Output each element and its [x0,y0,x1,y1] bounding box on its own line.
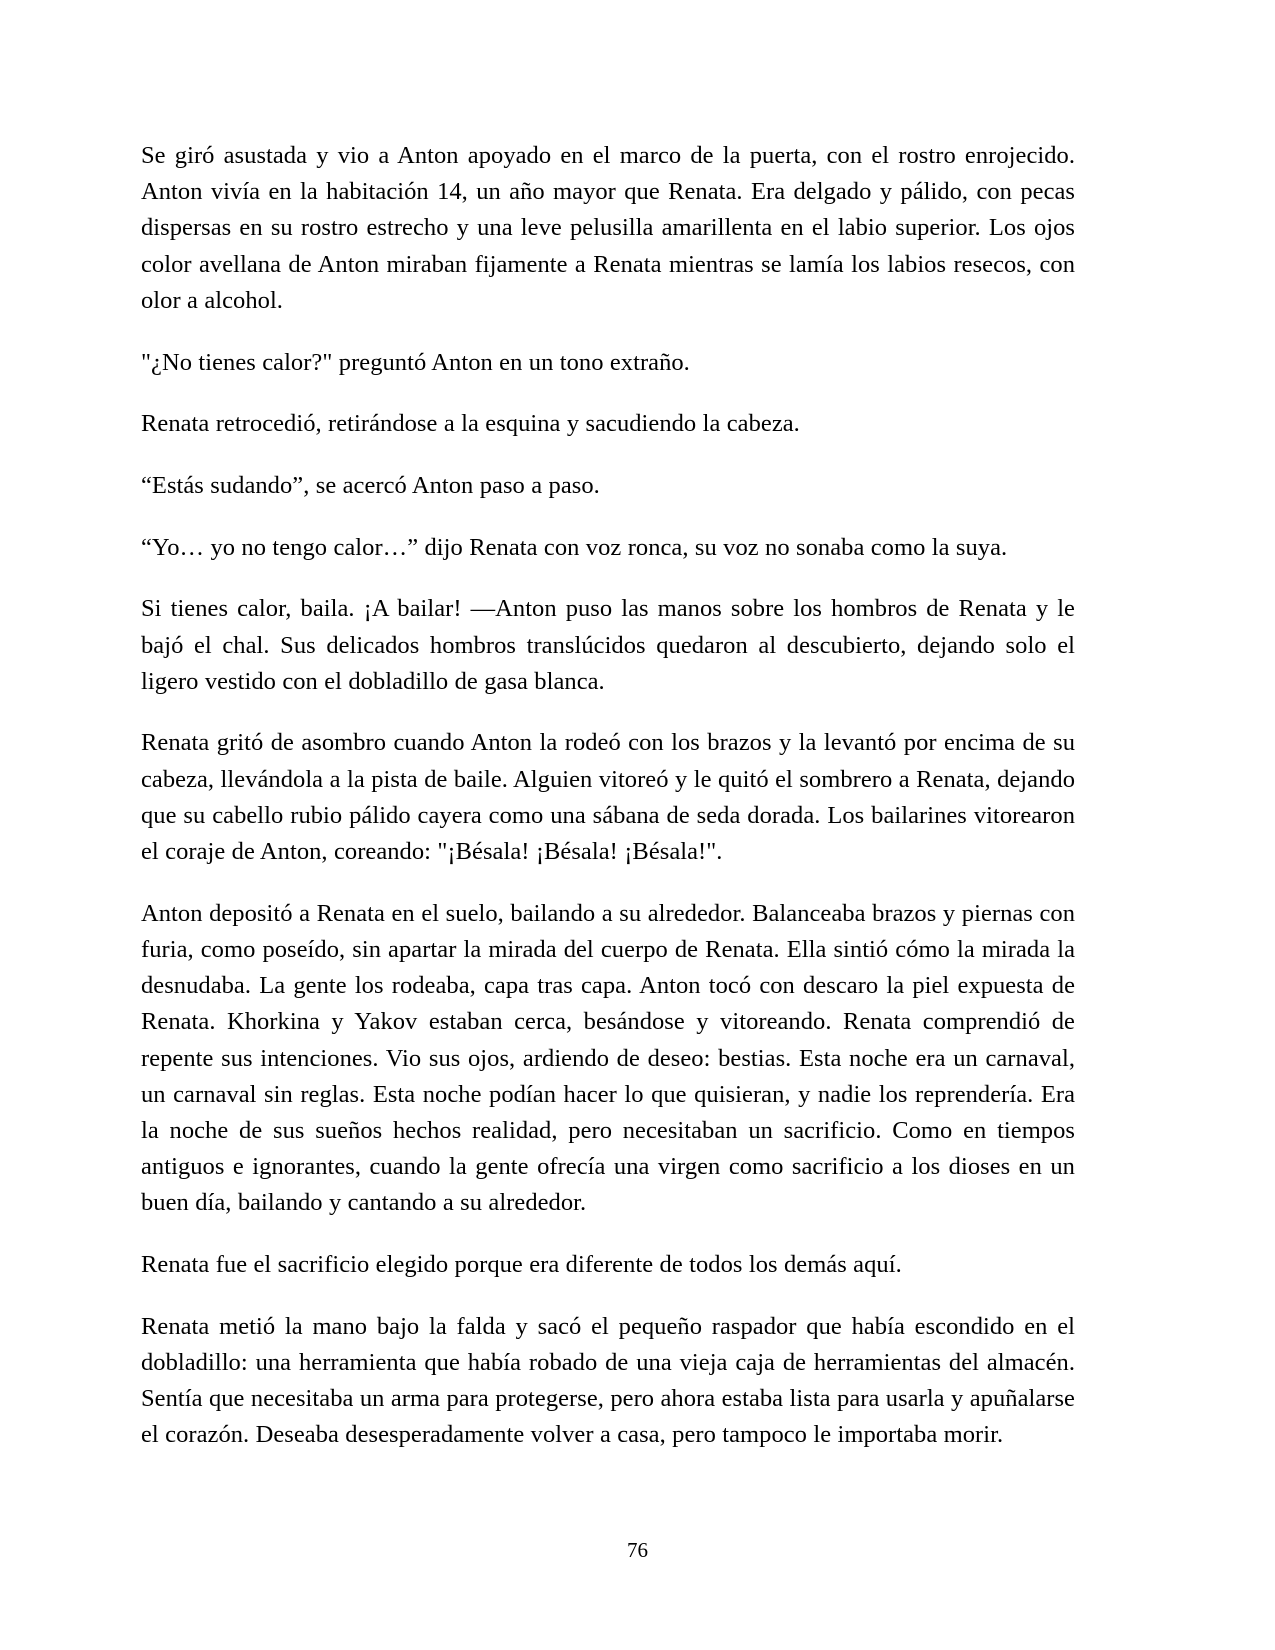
paragraph: "¿No tienes calor?" preguntó Anton en un tono extraño. [141,348,690,376]
paragraph: Si tienes calor, baila. ¡A bailar! —Anton puso las manos sobre los hombros de Renata y le bajó el chal. Sus delicados hombros translúcidos quedaron al descubierto, dejando solo el ligero vestido con el dobladillo de gasa blanca. [141,595,1075,695]
paragraph: Anton depositó a Renata en el suelo, bailando a su alrededor. Balanceaba brazos y piernas con furia, como poseído, sin apartar la mirada del cuerpo de Renata. Ella sintió cómo la mirada la desnudaba. La gente los rodeaba, capa tras capa. Anton tocó con descaro la piel expuesta de Renata. Khorkina y Yakov estaban cerca, besándose y vitoreando. Renata comprendió de repente sus intenciones. Vio sus ojos, ardiendo de deseo: bestias. Esta noche era un carnaval, un carnaval sin reglas. Esta noche podían hacer lo que quisieran, y nadie los reprendería. Era la noche de sus sueños hechos realidad, pero necesitaban un sacrificio. Como en tiempos antiguos e ignorantes, cuando la gente ofrecía una virgen como sacrificio a los dioses en un buen día, bailando y cantando a su alrededor. [141,899,1075,1217]
paragraph: Renata metió la mano bajo la falda y sacó el pequeño raspador que había escondido en el dobladillo: una herramienta que había robado de una vieja caja de herramientas del almacén. Sentía que necesitaba un arma para protegerse, pero ahora estaba lista para usarla y apuñalarse el corazón. Deseaba desesperadamente volver a casa, pero tampoco le importaba morir. [141,1312,1075,1449]
paragraph: Renata gritó de asombro cuando Anton la rodeó con los brazos y la levantó por encima de su cabeza, llevándola a la pista de baile. Alguien vitoreó y le quitó el sombrero a Renata, dejando que su cabello rubio pálido cayera como una sábana de seda dorada. Los bailarines vitorearon el coraje de Anton, coreando: "¡Bésala! ¡Bésala! ¡Bésala!". [141,729,1075,866]
paragraph: Renata fue el sacrificio elegido porque era diferente de todos los demás aquí. [141,1251,902,1279]
page-footer [0,1537,1275,1563]
page-number: 76 [627,1538,648,1562]
paragraph: Renata retrocedió, retirándose a la esquina y sacudiendo la cabeza. [141,410,800,438]
paragraph: “Yo… yo no tengo calor…” dijo Renata con voz ronca, su voz no sonaba como la suya. [141,533,1008,561]
paragraph: “Estás sudando”, se acercó Anton paso a paso. [141,471,600,499]
paragraph: Se giró asustada y vio a Anton apoyado en el marco de la puerta, con el rostro enrojecido. Anton vivía en la habitación 14, un año mayor que Renata. Era delgado y pálido, con pecas dispersas en su rostro estrecho y una leve pelusilla amarillenta en el labio superior. Los ojos color avellana de Anton miraban fijamente a Renata mientras se lamía los labios resecos, con olor a alcohol. [141,142,1075,314]
page-body-text [141,138,1075,1454]
